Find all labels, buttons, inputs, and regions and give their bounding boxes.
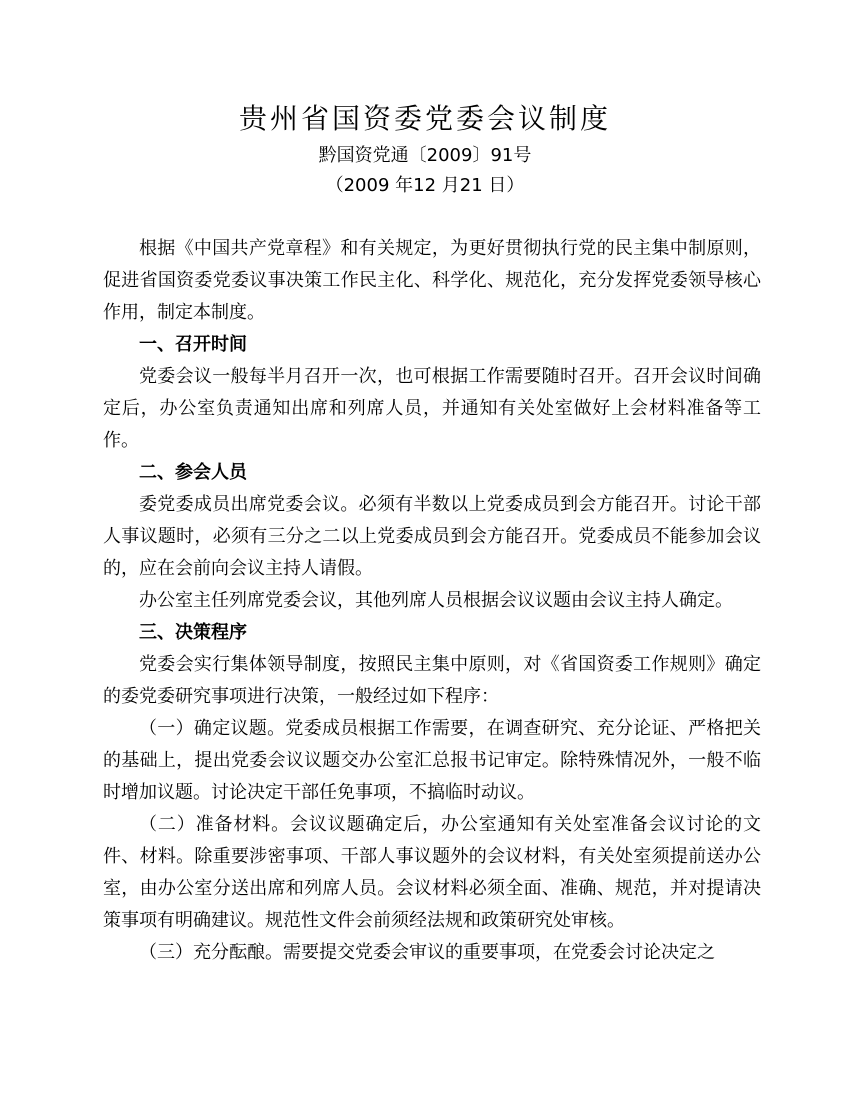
intro-paragraph: 根据《中国共产党章程》和有关规定，为更好贯彻执行党的民主集中制原则，促进省国资委党委议事决策工作民主化、科学化、规范化，充分发挥党委领导核心作用，制定本制度。 — [103, 238, 761, 323]
procedure-item-text: 准备材料。会议议题确定后，办公室通知有关处室准备会议讨论的文件、材料。除重要涉密事项、干部人事议题外的会议材料，有关处室须提前送办公室，由办公室分送出席和列席人员。会议材料必须全面、准确、规范，并对提请决策事项有明确建议。规范性文件会前须经法规和政策研究处审核。 — [103, 814, 761, 931]
section-paragraph: 党委会议一般每半月召开一次，也可根据工作需要随时召开。召开会议时间确定后，办公室负责通知出席和列席人员，并通知有关处室做好上会材料准备等工作。 — [103, 366, 761, 451]
document-title: 贵州省国资委党委会议制度 — [238, 102, 611, 135]
procedure-item-number: （一） — [139, 718, 194, 739]
document-body — [103, 233, 761, 969]
section-heading-meeting-time: 一、召开时间 — [139, 334, 247, 355]
procedure-item-text: 确定议题。党委成员根据工作需要，在调查研究、充分论证、严格把关的基础上，提出党委会议议题交办公室汇总报书记审定。除特殊情况外，一般不临时增加议题。讨论决定干部任免事项，不搞临时动议。 — [103, 718, 762, 803]
procedure-item — [103, 937, 761, 969]
section-paragraph: 党委会实行集体领导制度，按照民主集中原则，对《省国资委工作规则》确定的委党委研究事项进行决策，一般经过如下程序： — [103, 654, 761, 707]
procedure-item-number: （三） — [139, 942, 193, 963]
section-paragraph: 办公室主任列席党委会议，其他列席人员根据会议议题由会议主持人确定。 — [139, 590, 733, 611]
procedure-item — [103, 809, 761, 937]
document-date: （2009 年12 月21 日） — [325, 175, 525, 196]
document-number: 黔国资党通〔2009〕91号 — [318, 145, 532, 166]
section-heading-attendees: 二、参会人员 — [139, 462, 247, 483]
procedure-item-text: 充分酝酿。需要提交党委会审议的重要事项，在党委会讨论决定之 — [193, 942, 715, 963]
section-paragraph: 委党委成员出席党委会议。必须有半数以上党委成员到会方能召开。讨论干部人事议题时，必须有三分之二以上党委成员到会方能召开。党委成员不能参加会议的，应在会前向会议主持人请假。 — [103, 494, 761, 579]
section-heading-decision-procedure: 三、决策程序 — [139, 622, 247, 643]
procedure-item-number: （二） — [139, 814, 196, 835]
procedure-item — [103, 713, 761, 809]
